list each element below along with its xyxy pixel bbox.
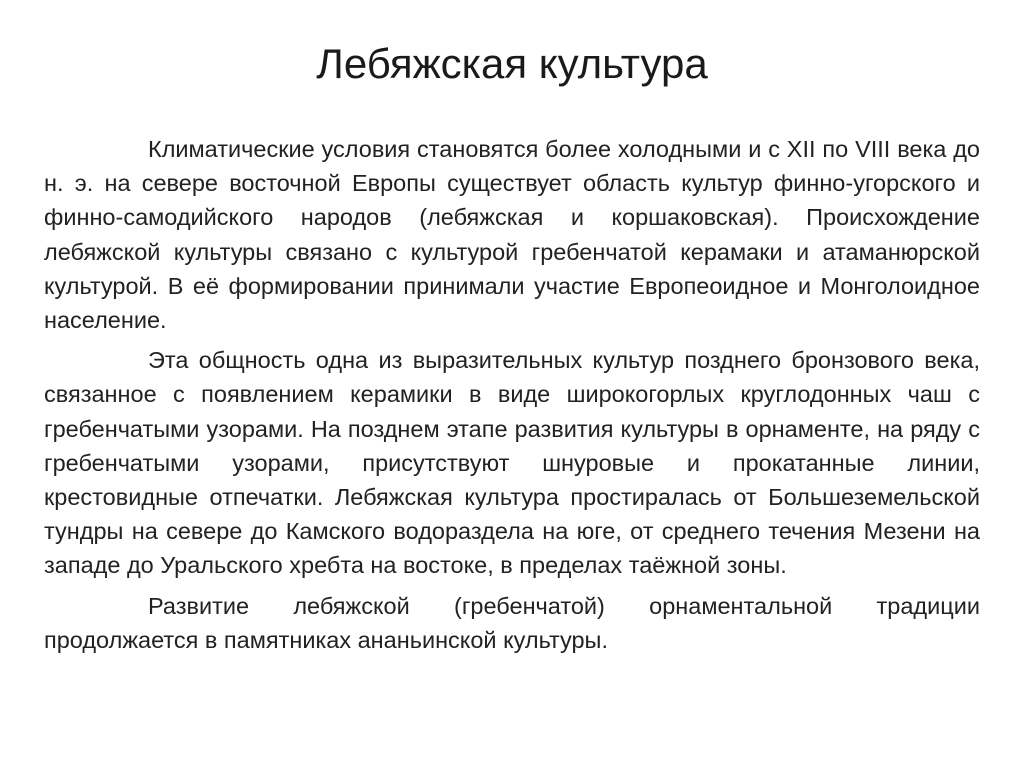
paragraph-climate-origin: Климатические условия становятся более холодными и с XII по VIII века до н. э. на севере восточной Европы существует область культур финно-угорского и финно-самодийского народов (лебяжская и коршаковская). Происхождение лебяжской культуры связано с культурой гребенчатой керамаки и атаманюрской культурой. В её формировании принимали участие Европеоидное и Монголоидное население. bbox=[44, 136, 980, 334]
paragraph-ornamental-tradition: Развитие лебяжской (гребенчатой) орнаментальной традиции продолжается в памятниках ананьинской культуры. bbox=[44, 592, 980, 653]
slide-title: Лебяжская культура bbox=[316, 40, 708, 87]
slide-body bbox=[44, 132, 980, 663]
paragraph-bronze-age-community: Эта общность одна из выразительных культур позднего бронзового века, связанное с появлением керамики в виде широкогорлых круглодонных чаш с гребенчатыми узорами. На позднем этапе развития культуры в орнаменте, на ряду с гребенчатыми узорами, присутствуют шнуровые и прокатанные линии, крестовидные отпечатки. Лебяжская культура простиралась от Большеземельской тундры на севере до Камского водораздела на юге, от среднего течения Мезени на западе до Уральского хребта на востоке, в пределах таёжной зоны. bbox=[44, 347, 980, 579]
